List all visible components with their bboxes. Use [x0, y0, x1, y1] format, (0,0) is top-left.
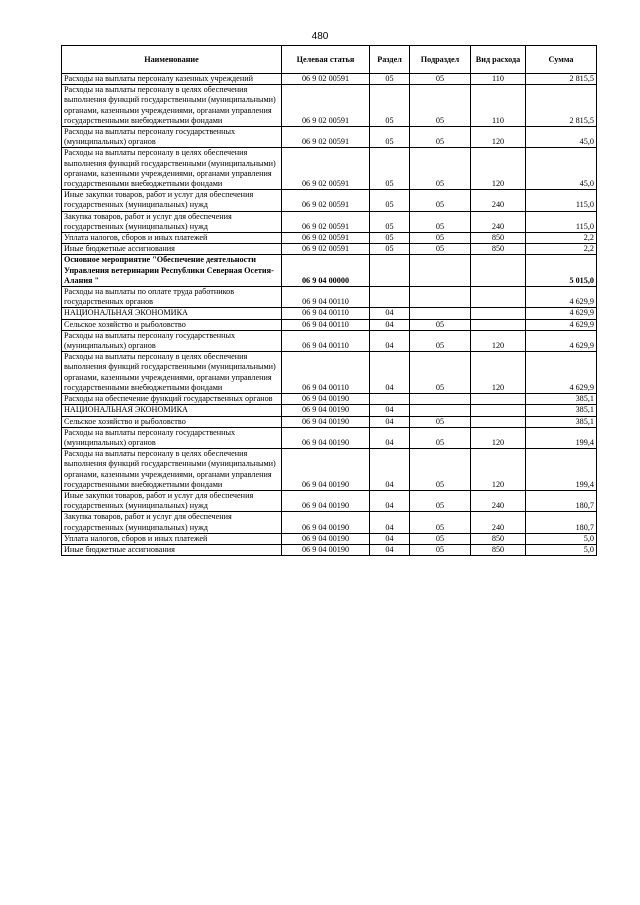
row-expense-type: 240 — [471, 512, 526, 533]
row-target: 06 9 02 00591 — [282, 190, 370, 211]
table-row — [62, 308, 597, 319]
row-section: 05 — [370, 244, 410, 255]
row-section: 04 — [370, 427, 410, 448]
row-name: Иные закупки товаров, работ и услуг для обеспечения государственных (муниципальных) нужд — [62, 190, 282, 211]
row-expense-type: 110 — [471, 74, 526, 85]
table-header-row — [62, 46, 597, 74]
row-name: Расходы на выплаты персоналу в целях обеспечения выполнения функций государственными (муниципальными) органами, казенными учреждениями, органами управления государственными внебюджетными фондами — [62, 148, 282, 190]
table-row — [62, 74, 597, 85]
row-subsection: 05 — [410, 449, 471, 491]
row-name: Уплата налогов, сборов и иных платежей — [62, 233, 282, 244]
table-row — [62, 244, 597, 255]
table-row — [62, 255, 597, 287]
row-subsection: 05 — [410, 533, 471, 544]
table-row — [62, 127, 597, 148]
row-target: 06 9 04 00110 — [282, 319, 370, 330]
row-expense-type: 120 — [471, 449, 526, 491]
row-section — [370, 394, 410, 405]
row-subsection — [410, 394, 471, 405]
header-subsection: Подраздел — [410, 46, 471, 74]
row-section: 05 — [370, 85, 410, 127]
table-row — [62, 85, 597, 127]
row-target: 06 9 02 00591 — [282, 127, 370, 148]
row-expense-type — [471, 319, 526, 330]
row-expense-type: 120 — [471, 427, 526, 448]
row-amount: 180,7 — [526, 512, 597, 533]
row-name: Расходы на выплаты персоналу государственных (муниципальных) органов — [62, 330, 282, 351]
row-section: 04 — [370, 405, 410, 416]
row-amount: 45,0 — [526, 148, 597, 190]
row-target: 06 9 04 00190 — [282, 490, 370, 511]
row-expense-type — [471, 287, 526, 308]
row-section: 05 — [370, 233, 410, 244]
row-target: 06 9 04 00110 — [282, 308, 370, 319]
row-expense-type: 240 — [471, 490, 526, 511]
row-name: Иные закупки товаров, работ и услуг для обеспечения государственных (муниципальных) нужд — [62, 490, 282, 511]
row-expense-type — [471, 255, 526, 287]
row-subsection — [410, 405, 471, 416]
row-section: 05 — [370, 211, 410, 232]
table-row — [62, 211, 597, 232]
row-expense-type — [471, 405, 526, 416]
row-expense-type: 850 — [471, 244, 526, 255]
row-section: 05 — [370, 127, 410, 148]
row-expense-type: 850 — [471, 533, 526, 544]
row-amount: 2,2 — [526, 233, 597, 244]
row-subsection: 05 — [410, 490, 471, 511]
table-row — [62, 512, 597, 533]
header-expense-type: Вид расхода — [471, 46, 526, 74]
row-target: 06 9 04 00000 — [282, 255, 370, 287]
row-target: 06 9 04 00190 — [282, 416, 370, 427]
table-row — [62, 449, 597, 491]
row-expense-type — [471, 308, 526, 319]
row-target: 06 9 04 00190 — [282, 449, 370, 491]
row-amount: 4 629,9 — [526, 352, 597, 394]
row-amount: 4 629,9 — [526, 308, 597, 319]
row-expense-type: 120 — [471, 352, 526, 394]
header-name: Наименование — [62, 46, 282, 74]
row-subsection: 05 — [410, 544, 471, 555]
row-expense-type: 120 — [471, 127, 526, 148]
table-row — [62, 233, 597, 244]
row-subsection: 05 — [410, 427, 471, 448]
row-section: 05 — [370, 74, 410, 85]
row-name: Сельское хозяйство и рыболовство — [62, 416, 282, 427]
row-amount: 115,0 — [526, 190, 597, 211]
row-name: Расходы на выплаты персоналу в целях обеспечения выполнения функций государственными (муниципальными) органами, казенными учреждениями, органами управления государственными внебюджетными фондами — [62, 449, 282, 491]
row-name: Сельское хозяйство и рыболовство — [62, 319, 282, 330]
row-amount: 5,0 — [526, 544, 597, 555]
row-subsection: 05 — [410, 190, 471, 211]
row-name: Расходы на выплаты персоналу в целях обеспечения выполнения функций государственными (муниципальными) органами, казенными учреждениями, органами управления государственными внебюджетными фондами — [62, 352, 282, 394]
row-section: 04 — [370, 544, 410, 555]
row-expense-type: 240 — [471, 211, 526, 232]
row-section: 04 — [370, 490, 410, 511]
row-name: Расходы на выплаты персоналу государственных (муниципальных) органов — [62, 127, 282, 148]
header-amount: Сумма — [526, 46, 597, 74]
row-subsection: 05 — [410, 211, 471, 232]
row-subsection — [410, 308, 471, 319]
table-row — [62, 287, 597, 308]
row-section: 04 — [370, 319, 410, 330]
row-target: 06 9 02 00591 — [282, 85, 370, 127]
row-amount: 2 815,5 — [526, 74, 597, 85]
row-name: Расходы на обеспечение функций государственных органов — [62, 394, 282, 405]
header-target: Целевая статья — [282, 46, 370, 74]
row-name: Расходы на выплаты по оплате труда работников государственных органов — [62, 287, 282, 308]
budget-table — [61, 45, 597, 556]
page-number: 480 — [311, 31, 329, 42]
table-row — [62, 330, 597, 351]
row-amount: 2,2 — [526, 244, 597, 255]
row-name: Расходы на выплаты персоналу казенных учреждений — [62, 74, 282, 85]
row-amount: 115,0 — [526, 211, 597, 232]
row-section: 04 — [370, 308, 410, 319]
table-row — [62, 427, 597, 448]
row-name: Закупка товаров, работ и услуг для обеспечения государственных (муниципальных) нужд — [62, 211, 282, 232]
row-subsection: 05 — [410, 127, 471, 148]
row-expense-type: 120 — [471, 148, 526, 190]
row-amount: 199,4 — [526, 449, 597, 491]
row-subsection: 05 — [410, 74, 471, 85]
row-target: 06 9 04 00190 — [282, 405, 370, 416]
row-target: 06 9 04 00190 — [282, 544, 370, 555]
row-name: Основное мероприятие "Обеспечение деятельности Управления ветеринарии Республики Северная Осетия-Алания " — [62, 255, 282, 287]
row-name: Иные бюджетные ассигнования — [62, 544, 282, 555]
row-subsection: 05 — [410, 512, 471, 533]
row-name: Уплата налогов, сборов и иных платежей — [62, 533, 282, 544]
row-expense-type: 120 — [471, 330, 526, 351]
table-row — [62, 416, 597, 427]
row-name: НАЦИОНАЛЬНАЯ ЭКОНОМИКА — [62, 308, 282, 319]
row-subsection — [410, 287, 471, 308]
row-target: 06 9 02 00591 — [282, 148, 370, 190]
row-subsection: 05 — [410, 319, 471, 330]
row-section: 04 — [370, 416, 410, 427]
table-row — [62, 544, 597, 555]
row-subsection: 05 — [410, 352, 471, 394]
row-name: Закупка товаров, работ и услуг для обеспечения государственных (муниципальных) нужд — [62, 512, 282, 533]
row-target: 06 9 02 00591 — [282, 244, 370, 255]
row-expense-type: 850 — [471, 233, 526, 244]
row-section: 04 — [370, 330, 410, 351]
row-target: 06 9 04 00190 — [282, 427, 370, 448]
row-expense-type: 240 — [471, 190, 526, 211]
row-name: Иные бюджетные ассигнования — [62, 244, 282, 255]
row-section: 04 — [370, 352, 410, 394]
row-amount: 45,0 — [526, 127, 597, 148]
row-amount: 4 629,9 — [526, 330, 597, 351]
row-amount: 4 629,9 — [526, 319, 597, 330]
row-amount: 2 815,5 — [526, 85, 597, 127]
row-target: 06 9 04 00110 — [282, 287, 370, 308]
row-target: 06 9 04 00190 — [282, 394, 370, 405]
row-section — [370, 255, 410, 287]
table-row — [62, 352, 597, 394]
row-target: 06 9 02 00591 — [282, 74, 370, 85]
row-amount: 385,1 — [526, 394, 597, 405]
table-row — [62, 405, 597, 416]
row-amount: 385,1 — [526, 405, 597, 416]
row-expense-type — [471, 394, 526, 405]
row-amount: 385,1 — [526, 416, 597, 427]
row-subsection: 05 — [410, 330, 471, 351]
row-amount: 4 629,9 — [526, 287, 597, 308]
row-amount: 199,4 — [526, 427, 597, 448]
row-subsection: 05 — [410, 148, 471, 190]
row-section: 05 — [370, 190, 410, 211]
row-subsection: 05 — [410, 244, 471, 255]
row-subsection: 05 — [410, 233, 471, 244]
row-expense-type — [471, 416, 526, 427]
table-row — [62, 190, 597, 211]
row-subsection: 05 — [410, 85, 471, 127]
row-section: 04 — [370, 449, 410, 491]
row-target: 06 9 02 00591 — [282, 233, 370, 244]
row-name: Расходы на выплаты персоналу государственных (муниципальных) органов — [62, 427, 282, 448]
row-expense-type: 110 — [471, 85, 526, 127]
row-name: НАЦИОНАЛЬНАЯ ЭКОНОМИКА — [62, 405, 282, 416]
row-target: 06 9 04 00110 — [282, 330, 370, 351]
header-section: Раздел — [370, 46, 410, 74]
row-amount: 5 015,0 — [526, 255, 597, 287]
row-name: Расходы на выплаты персоналу в целях обеспечения выполнения функций государственными (муниципальными) органами, казенными учреждениями, органами управления государственными внебюджетными фондами — [62, 85, 282, 127]
row-expense-type: 850 — [471, 544, 526, 555]
row-amount: 5,0 — [526, 533, 597, 544]
row-section: 04 — [370, 533, 410, 544]
table-row — [62, 533, 597, 544]
row-subsection — [410, 255, 471, 287]
row-target: 06 9 04 00110 — [282, 352, 370, 394]
row-amount: 180,7 — [526, 490, 597, 511]
table-row — [62, 490, 597, 511]
row-target: 06 9 02 00591 — [282, 211, 370, 232]
row-section — [370, 287, 410, 308]
row-target: 06 9 04 00190 — [282, 512, 370, 533]
row-target: 06 9 04 00190 — [282, 533, 370, 544]
table-row — [62, 319, 597, 330]
row-section: 04 — [370, 512, 410, 533]
table-row — [62, 148, 597, 190]
table-row — [62, 394, 597, 405]
row-section: 05 — [370, 148, 410, 190]
table-body — [62, 74, 597, 556]
row-subsection: 05 — [410, 416, 471, 427]
